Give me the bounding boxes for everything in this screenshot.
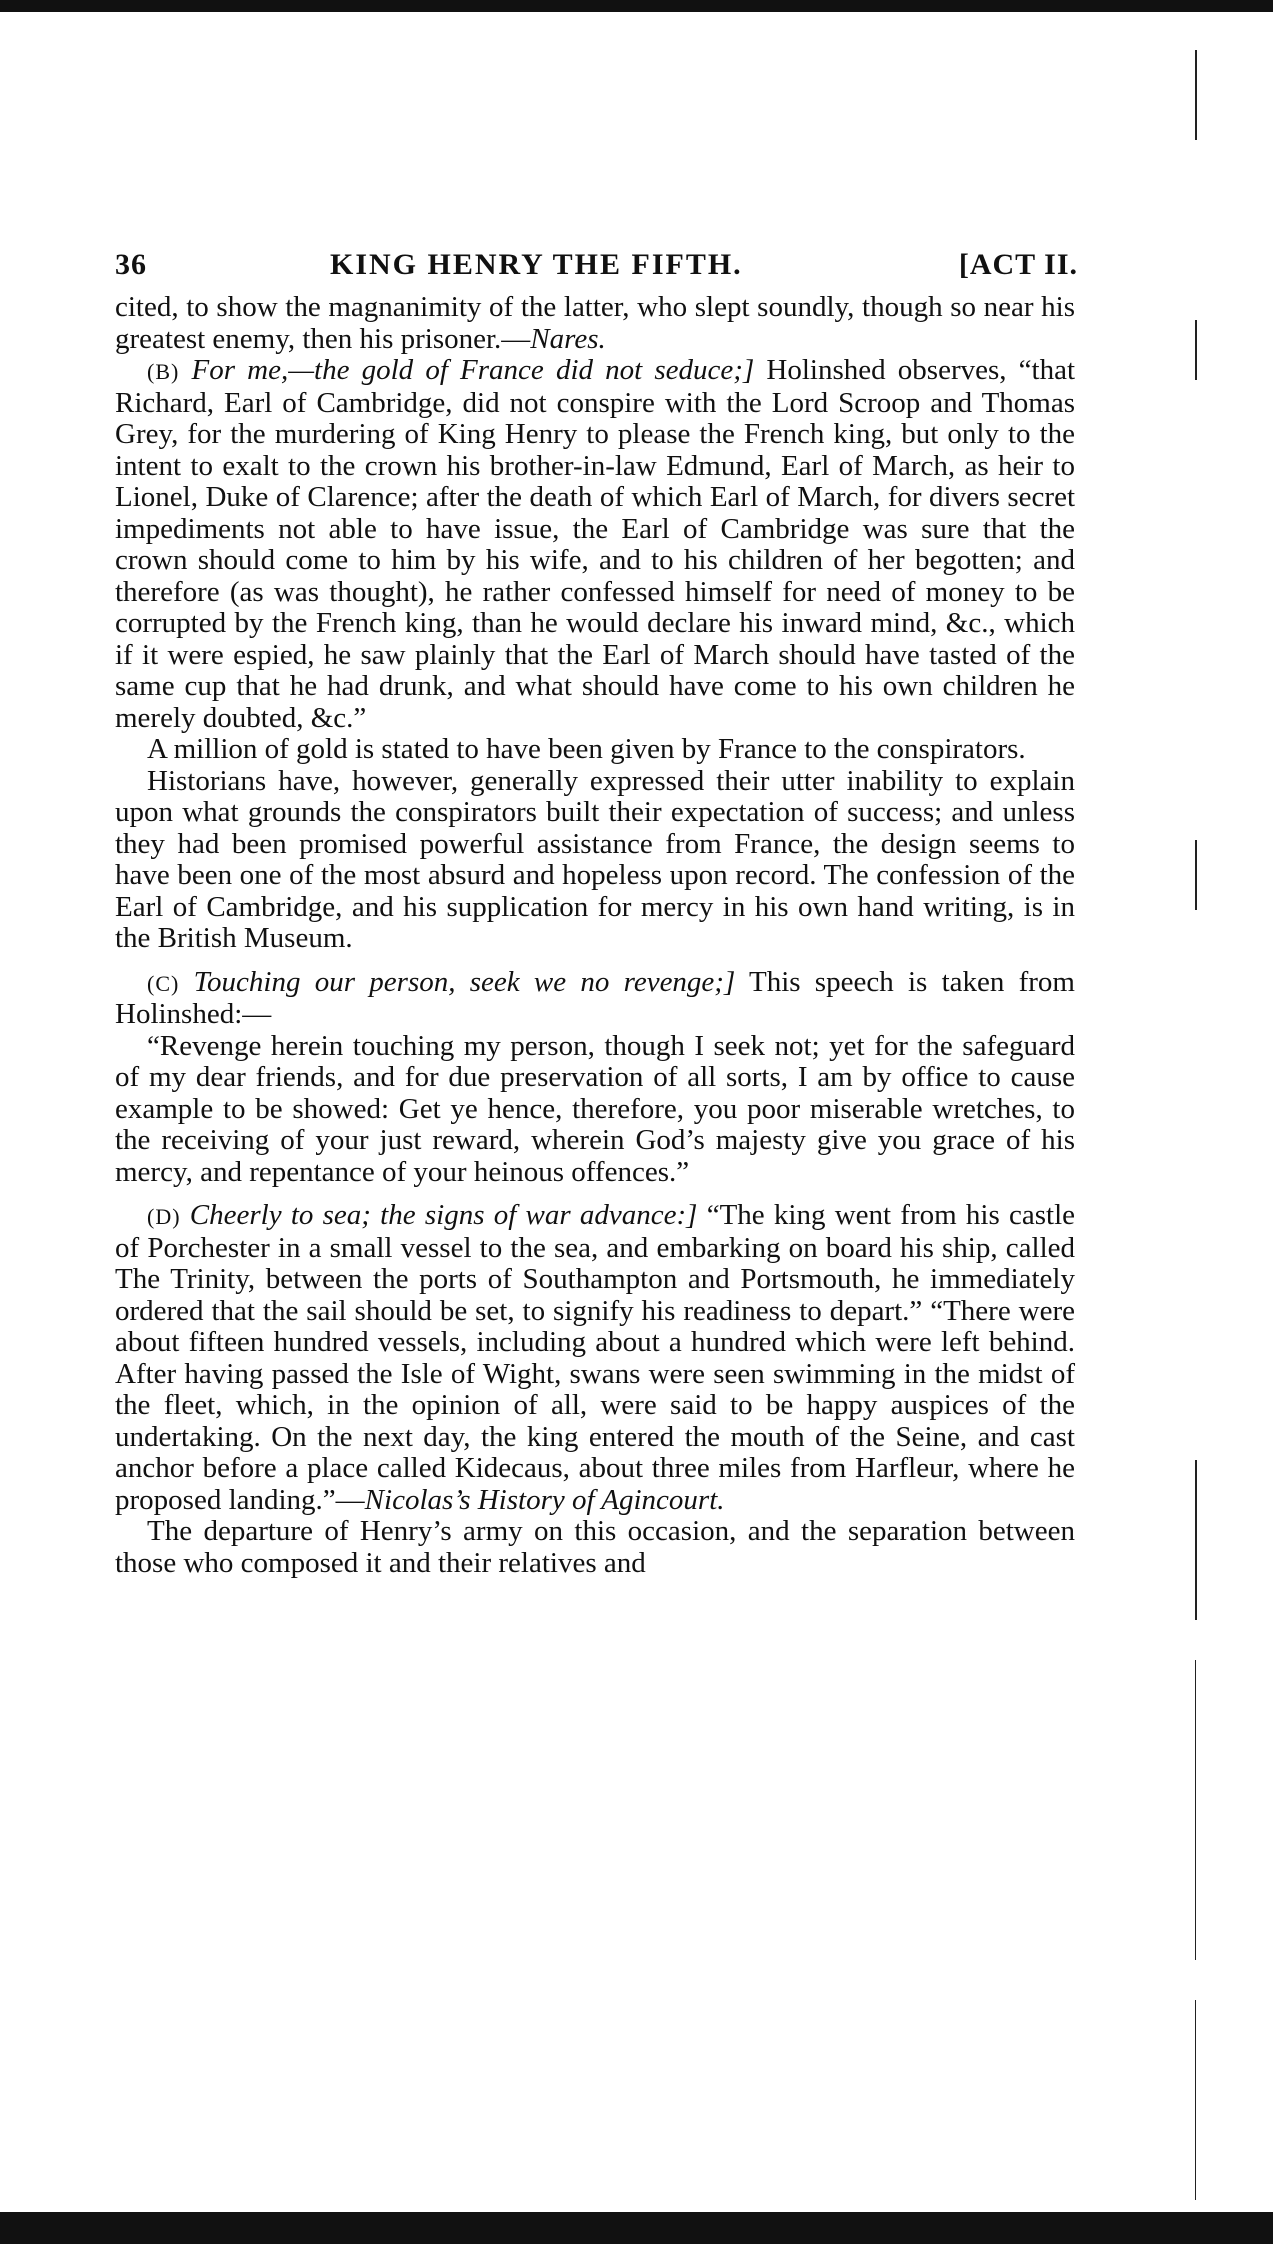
running-title: KING HENRY THE FIFTH.: [330, 248, 743, 281]
citation: Nicolas’s History of Agincourt.: [364, 1483, 725, 1516]
page-number: 36: [115, 248, 147, 281]
note-lemma: Touching our person, seek we no revenge;]: [193, 965, 736, 998]
scan-top-border: [0, 0, 1273, 12]
book-page: [115, 240, 1078, 1579]
paragraph-continuation: cited, to show the magnanimity of the latter, who slept soundly, though so near his greatest enemy, then his prisoner.—Nares.: [115, 291, 1075, 355]
running-head: [115, 240, 1078, 292]
paragraph-million: A million of gold is stated to have been given by France to the conspirators.: [147, 733, 1026, 765]
citation: Nares.: [530, 322, 606, 355]
paragraph-departure: The departure of Henry’s army on this occasion, and the separation between those who composed it and their relatives and: [115, 1515, 1075, 1579]
scan-edge-marks: [1183, 20, 1213, 2200]
paragraph-historians: Historians have, however, generally expressed their utter inability to explain upon what grounds the conspirators built their expectation of success; and unless they had been promised powerful assistance from France, the design seems to have been one of the most absurd and hopeless upon record. The confession of the Earl of Cambridge, and his supplication for mercy in his own hand writing, is in the British Museum.: [115, 764, 1075, 954]
note-label: (B): [147, 359, 180, 384]
note-label: (D): [147, 1204, 181, 1229]
page-body: [115, 292, 1075, 1579]
act-marker: [ACT II.: [958, 248, 1078, 281]
scan-bottom-border: [0, 2212, 1273, 2244]
note-lemma: For me,—the gold of France did not seduce;]: [191, 354, 755, 386]
note-label: (C): [147, 970, 180, 996]
note-d: (D) Cheerly to sea; the signs of war advance:] “The king went from his castle of Porchester in a small vessel to the sea, and embarking on board his ship, called The Trinity, between the ports of Southampton and Portsmouth, he immediately ordered that the sail should be set, to signify his readiness to depart.” “There were about fifteen hundred vessels, including about a hundred which were left behind. After having passed the Isle of Wight, swans were seen swimming in the midst of the fleet, which, in the opinion of all, were said to be happy auspices of the undertaking. On the next day, the king entered the mouth of the Seine, and cast anchor before a place called Kidecaus, about three miles from Harfleur, where he proposed landing.”—Nicolas’s History of Agincourt.: [115, 1199, 1076, 1516]
note-lemma: Cheerly to sea; the signs of war advance:]: [189, 1199, 698, 1231]
note-b: (B) For me,—the gold of France did not seduce;] Holinshed observes, “that Richard, Earl of Cambridge, did not conspire with the Lord Scroop and Thomas Grey, for the murdering of King Henry to please the French king, but only to the intent to exalt to the crown his brother-in-law Edmund, Earl of March, as heir to Lionel, Duke of Clarence; after the death of which Earl of March, for divers secret impediments not able to have issue, the Earl of Cambridge was sure that the crown should come to him by his wife, and to his children of her begotten; and therefore (as was thought), he rather confessed himself for need of money to be corrupted by the French king, than he would declare his inward mind, &c., which if it were espied, he saw plainly that the Earl of March should have tasted of the same cup that he had drunk, and what should have come to his own children he merely doubted, &c.”: [115, 354, 1076, 734]
paragraph-revenge-quote: “Revenge herein touching my person, though I seek not; yet for the safeguard of my dear friends, and for due preservation of all sorts, I am by office to cause example to be showed: Get ye hence, therefore, you poor miserable wretches, to the receiving of your just reward, wherein God’s majesty give you grace of his mercy, and repentance of your heinous offences.”: [115, 1029, 1075, 1188]
note-c: (C) Touching our person, seek we no revenge;] This speech is taken from Holinshed:—: [115, 965, 1075, 1030]
